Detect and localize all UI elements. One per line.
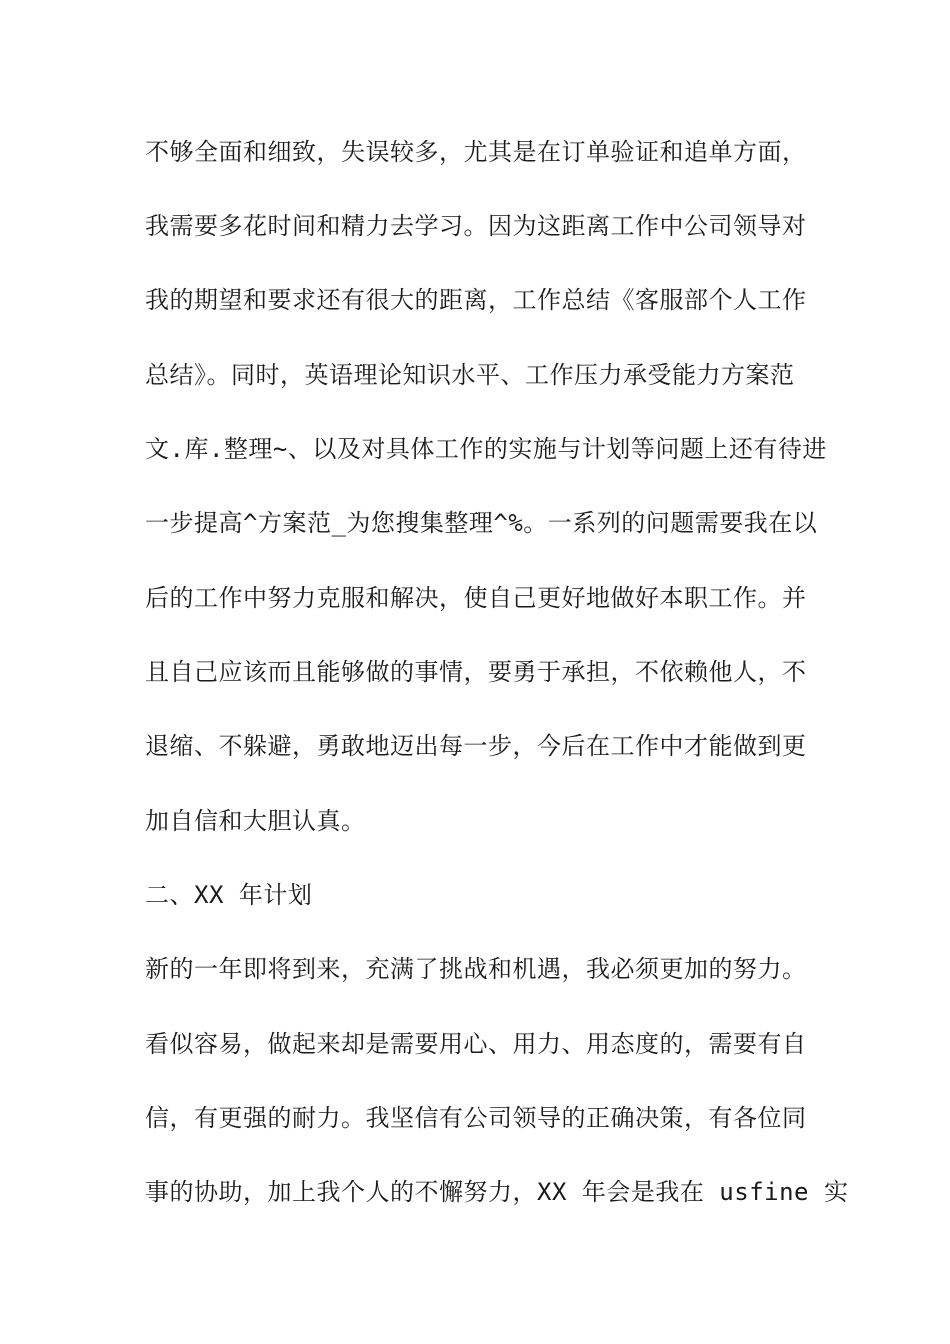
paragraph-line: 加自信和大胆认真。 <box>145 807 366 835</box>
section-heading: 二、XX 年计划 <box>145 881 313 909</box>
paragraph-line: 不够全面和细致，失误较多，尤其是在订单验证和追单方面， <box>145 138 807 166</box>
paragraph-line: 看似容易，做起来却是需要用心、用力、用态度的，需要有自 <box>145 1030 807 1058</box>
paragraph-line: 我需要多花时间和精力去学习。因为这距离工作中公司领导对 <box>145 212 807 240</box>
paragraph-line: 且自己应该而且能够做的事情，要勇于承担，不依赖他人，不 <box>145 658 807 686</box>
paragraph-line: 文.库.整理~、以及对具体工作的实施与计划等问题上还有待进 <box>145 435 827 463</box>
paragraph-line: 退缩、不躲避，勇敢地迈出每一步，今后在工作中才能做到更 <box>145 732 807 760</box>
paragraph-line: 事的协助，加上我个人的不懈努力，XX 年会是我在 usfine 实 <box>145 1178 849 1206</box>
paragraph-line: 新的一年即将到来，充满了挑战和机遇，我必须更加的努力。 <box>145 955 807 983</box>
paragraph-line: 总结》。同时，英语理论知识水平、工作压力承受能力方案范 <box>145 361 795 389</box>
paragraph-line: 信，有更强的耐力。我坚信有公司领导的正确决策，有各位同 <box>145 1104 807 1132</box>
paragraph-line: 一步提高^方案范_为您搜集整理^%。一系列的问题需要我在以 <box>145 509 818 537</box>
paragraph-line: 后的工作中努力克服和解决，使自己更好地做好本职工作。并 <box>145 584 807 612</box>
paragraph-line: 我的期望和要求还有很大的距离，工作总结《客服部个人工作 <box>145 286 807 314</box>
